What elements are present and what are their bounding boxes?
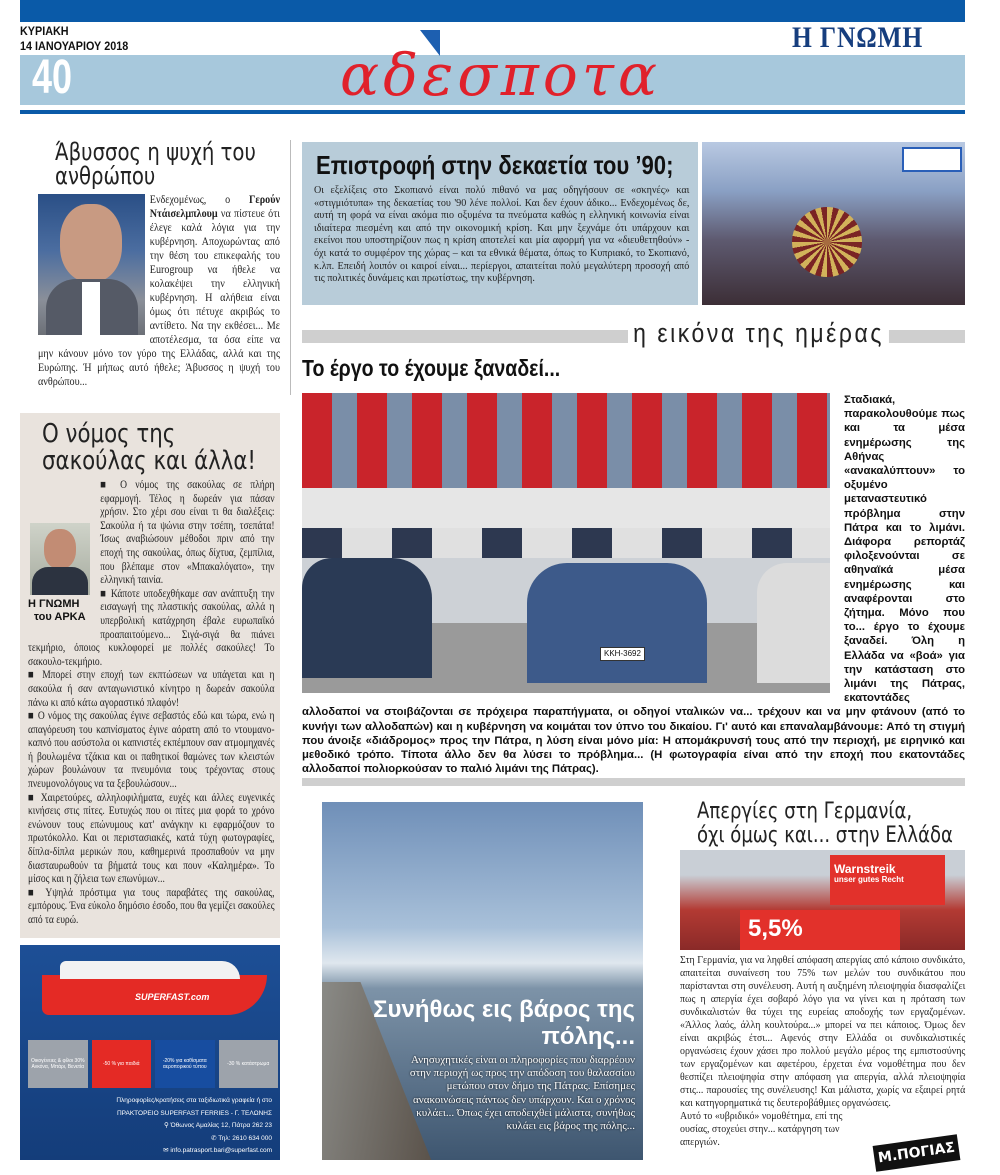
banner2: unser gutes Recht: [834, 875, 904, 884]
article3-box: [302, 142, 698, 305]
title-line2: όχι όμως και... στην Ελλάδα: [697, 823, 953, 848]
article2-body: [28, 479, 275, 928]
picture-of-day-title: Το έργο το έχουμε ξαναδεί...: [302, 355, 561, 381]
article1-name: Γερούν Ντάισελμπλουμ: [149, 194, 280, 220]
article4-title: Συνήθως εις βάρος της πόλης...: [373, 996, 635, 1050]
article5-text: [680, 954, 965, 1149]
article5-title: [697, 800, 959, 848]
ad-agency: ΠΡΑΚΤΟΡΕΙΟ SUPERFAST FERRIES - Γ. ΤΕΛΩΝΗΣ: [116, 1109, 272, 1117]
article2-title: Ο νόμος της σακούλας και άλλα!: [42, 419, 256, 476]
banner3: 5,5%: [740, 910, 900, 950]
waterfront-photo: [322, 802, 643, 1160]
license-plate: ΚΚΗ-3692: [600, 647, 645, 661]
day: ΚΥΡΙΑΚΗ: [20, 24, 69, 38]
article2-paragraph: ■ Ο νόμος της σακούλας έγινε σεβαστός εδώ και τώρα, ενώ η απαγόρευση του καπνίσματος έγινε αόρατη από το ντουμανο-καπνό που ασύστολα οι καπνιστές εκπέμπουν σαν ατμομηχανές ή βουλωμένα τζάκια και οι παθητικοί θαμώνες των κλειστών χώρων βουλώνουν τα πνευμόνια τους τρέχοντας στους πνευμονολόγους να τα ξεβουλώσουν...: [28, 710, 275, 791]
offers: [28, 1040, 278, 1088]
strike-banner: [830, 855, 945, 905]
section-divider: [302, 778, 965, 786]
author-signature: Μ.ΠΟΓΙΑΣ: [873, 1134, 961, 1172]
section-title: αδεσποτα: [340, 41, 662, 109]
article2-paragraph: ■ Μπορεί στην εποχή των εκπτώσεων να υπάγεται και η σακούλα ή σαν ανταγωνιστικό κίνητρο η δωρεάν σακούλα πάνω κι από κάτω αγοραστικό πλαφόν!: [28, 669, 275, 709]
ad-email[interactable]: info.patrasport.bari@superfast.com: [170, 1147, 272, 1154]
author-line1: Η ΓΝΩΜΗ: [28, 598, 80, 610]
rally-photo: [702, 142, 965, 305]
article1-title: Άβυσσος η ψυχή του ανθρώπου: [55, 138, 256, 190]
title-line1: Απεργίες στη Γερμανία,: [697, 799, 913, 824]
article2-paragraph: ■ Κάποτε υποδεχθήκαμε σαν ανάπτυξη την εισαγωγή της πλαστικής σακούλας, αλλά η υπερβολική κατάχρηση έβαλε ευρωπαϊκό προαπαιτούμενο... Σιγά-σιγά θα πιάνει τεκμήριο, όποιος κυκλοφορεί με πολλές σακούλες! Το σακουλο-τεκμήριο.: [28, 587, 275, 668]
author-line2: του ΑΡΚΑ: [34, 611, 86, 623]
location-icon: ⚲: [164, 1122, 171, 1129]
article3-body: Οι εξελίξεις στο Σκοπιανό είναι πολύ πιθανό να μας οδηγήσουν σε «σκηνές» και «στιγμιότυπα» της δεκαετίας του '90 λένε πολλοί. Και δεν έχουν άδικο... Ενδεχομένως δε, αυτή τη φορά να είναι ακόμα πιο οξυμένα τα πνεύματα καθώς η ελληνική κοινωνία είναι ιδιαίτερα πιεσμένη και από την οικονομική κρίση. Και μην ξεχνάμε ότι υπάρχουν και εκείνοι που υποστηρίζουν πως η κρίση αποτελεί και μία αφορμή για να «διευθετηθούν» - όχι κατά το συμφέρον της χώρας – και τα εθνικά θέματα, όπως το Κυπριακό, το Σκοπιανό, κ.λπ. Επειδή λοιπόν οι καιροί είναι... περίεργοι, απαιτείται πολύ μεγαλύτερη προσοχή από τις πολιτικές δυνάμεις και πρωτίστως, την κυβέρνηση.: [314, 184, 690, 285]
column-divider: [290, 140, 291, 395]
article5-body: Στη Γερμανία, για να ληφθεί απόφαση απεργίας από κάποιο συνδικάτο, απαιτείται συναίνεση του 75% των μελών του συνδικάτου που παρίστανται στη συνέλευση. Αυτή η αυξημένη πλειοψηφία διασφαλίζει πως η απεργία έχει σοβαρό λόγο για να γίνει και η πρόταση των συνδικαλιστών θα τύχει της ευρείας αποδοχής των εργαζομένων. «Άλλος λαός, άλλη κουλτούρα...» μπορεί να πει κάποιος. Όμως δεν είναι ακριβώς έτσι... Αφενός στην Ελλάδα οι συνδικαλιστικές οργανώσεις έχουν χάσει προ πολλού μεγάλο μέρος της εμπιστοσύνης των εργαζομένων και αφετέρου, έρχεται ένα νομοθέτημα που δεν θεσπίζει πλειοψηφία στην απόφαση για απεργία, αλλά πλειοψηφία στις... παρουσίες της συνέλευσης! Και μάλιστα, χωρίς να εξαιρεί ρητά και κατηγορηματικά τις δευτεροβάθμιες οργανώσεις.: [680, 954, 966, 1109]
ad-phone: Τηλ: 2610 634 000: [218, 1134, 272, 1142]
newspaper-logo: [792, 22, 923, 54]
superfast-ad[interactable]: [20, 945, 280, 1160]
article1-lead: Ενδεχομένως, ο: [149, 194, 249, 206]
issue-date: [20, 24, 128, 54]
logo-text: Η ΓΝΩΜΗ: [792, 21, 924, 54]
p5: Υψηλά πρόστιμα για τους παραβάτες της σακούλας, εμπόρους. Ένα εύκολο δημόσιο έσοδο, που θα γεμίζει σακούλες από τα ευρώ.: [28, 886, 275, 926]
port-photo: [302, 393, 830, 693]
p1: Κάποτε υποδεχθήκαμε σαν ανάπτυξη την εισαγωγή της πλαστικής σακούλας, αλλά η υπερβολική κατάχρηση έβαλε ευρωπαϊκό προαπαιτούμενο... Σιγά-σιγά θα πιάνει τεκμήριο, όποιος κυκλοφορεί με πολλές σακούλες! Το σακουλο-τεκμήριο.: [28, 587, 275, 668]
picture-of-day-text: [302, 393, 965, 776]
p0: Ο νόμος της σακούλας σε πλήρη εφαρμογή. Τέλος η δωρεάν για πάσαν χρήσιν. Στο χέρι σου είναι τι θα διαλέξεις: Σακούλα ή τα ψώνια στην τσέπη, τσεπάτα! Ίσως αναβιώσουν μέθοδοι πριν από την εποχή της σακούλας, όπως δίχτυα, ζεμπίλια, που βλέπαμε στον «Μπακαλόγατο», την ελληνική ταινία.: [100, 479, 275, 587]
ship-deck: [60, 961, 240, 979]
article2-box: [20, 413, 280, 938]
p2: Μπορεί στην εποχή των εκπτώσεων να υπάγεται και η σακούλα ή σαν ανταγωνιστικό κίνητρο η δωρεάν σακούλα πάνω κι από κάτω αγοραστικό πλαφόν!: [28, 669, 275, 709]
offer: Οικογένειες & φίλοι 30% Ανκόνα, Μπάρι, Βενετία: [28, 1040, 88, 1088]
offer: -50 % για παιδιά: [92, 1040, 152, 1088]
picture-of-day-side-text: Σταδιακά, παρακολουθούμε πως και τα μέσα ενημέρωσης της Αθήνας «ανακαλύπτουν» το οξυμένο μεταναστευτικό πρόβλημα στην Πάτρα και το λιμάνι. Διάφορα ρεπορτάζ φιλοξενούνται σε αθηναϊκά μέσα ενημέρωσης και αναφέρονται στο ζήτημα. Μόνο που το... έργο το έχουμε ξαναδεί. Όλη η Ελλάδα να «βοά» για την κατάσταση στο λιμάνι της Πάτρας, εκατοντάδες αλλοδαποί να στοιβάζονται σε πρόχειρα παραπήγματα, οι οδηγοί νταλικών να... τρέχουν και να: [302, 394, 965, 719]
ad-info: Πληροφορίες/κρατήσεις στα ταξιδιωτικά γραφεία ή στο: [116, 1097, 272, 1104]
article1-body-block: [38, 193, 280, 389]
offer: -30 % κατάστρωμα: [219, 1040, 279, 1088]
phone-icon: ✆: [211, 1134, 219, 1142]
mail-icon: ✉: [163, 1147, 171, 1154]
ad-contact: [116, 1095, 272, 1158]
picture-of-day-caption: μην φτάνουν (από το κυνήγι των αλλοδαπών) και η κυβέρνηση να κοιμάται τον ύπνο του δικαίου. Γι' αυτό και επαναλαμβάνουμε: Από τη στιγμή που άνοιξε «διάδρομος» προς την Πάτρα, η λύση είναι μόνο μία: Η απομάκρυνσή τους από την περιοχή, με ειρηνικό και μεθοδικό τρόπο. Τίποτα άλλο δεν θα λύσει το πρόβλημα... (Η φωτογραφία είναι από την εποχή που εκατοντάδες αλλοδαποί πολιορκούσαν το παλιό λιμάνι της Πάτρας).: [302, 706, 966, 776]
page-number: 40: [32, 51, 73, 104]
banner1: Warnstreik: [834, 862, 896, 876]
article1-body: να πίστευε ότι έλεγε καλά λόγια για την κυβέρνηση. Αποχωρώντας από την θέση του επικεφαλής του Eurogroup να ήθελε να κολακέψει την ελληνική κυβέρνηση. Η αλήθεια είναι όμως ότι πέτυχε ακριβώς το αντίθετο. Να την εκθέσει... Με αποτέλεσμα, τα όσα είπε να μην κάνουν μόνο τον γύρο της Ελλάδας, αλλά και της Ευρώπης. Ή μήπως αυτό ήθελε; Άβυσσος η ψυχή του ανθρώπου...: [38, 208, 280, 388]
p4: Χαιρετούρες, αλληλοφιλήματα, ευχές και άλλες ευγενικές κινήσεις στις πίτες. Ευτυχώς που οι πίτες μια φορά το χρόνο ενώνουν τους επώνυμους κατ' ανάγκην κι εφαρμόζουν το πρωτόκολλο. Και οι περιστασιακές, κατά τύχη φωτογραφίες, δίπλα-δίπλα μερικών που, καθημερινά προσπαθούν να μην διασταυρωθούν τα βήματά τους και πουν «Καλημέρα». Το μίσος και η ζήλεια των επωνύμων...: [28, 791, 275, 886]
top-color-bar: [20, 0, 965, 22]
p3: Ο νόμος της σακούλας έγινε σεβαστός εδώ και τώρα, ενώ η απαγόρευση του καπνίσματος έγινε αόρατη από το ντουμανο-καπνό που ασύστολα οι καπνιστές εκπέμπουν σαν ατμομηχανές ή βουλωμένα τζάκια και οι παθητικοί θαμώνες των κλειστών χώρων βουλώνουν τα πνευμόνια τους τρέχοντας στους πνευμονολόγους να τα ξεβουλώσουν...: [28, 710, 275, 791]
ad-address: Όθωνος Αμαλίας 12, Πάτρα 262 23: [170, 1122, 272, 1129]
strike-photo: [680, 850, 965, 950]
ship-name: SUPERFAST.com: [135, 992, 210, 1002]
article4-body: Ανησυχητικές είναι οι πληροφορίες που διαρρέουν στην περιοχή ως προς την απόδοση του θαλασσίου μετώπου στον δήμο της Πάτρας. Επίσημες ανακοινώσεις πάντως δεν υπάρχουν. Και ο χρόνος κυλάει... Όπως έχει αποδειχθεί μάλιστα, συνήθως κυλάει εις βάρος της πόλης...: [409, 1054, 635, 1133]
article2-paragraph: ■ Υψηλά πρόστιμα για τους παραβάτες της σακούλας, εμπόρους. Ένα εύκολο δημόσιο έσοδο, που θα γεμίζει σακούλες από τα ευρώ.: [28, 886, 275, 926]
date: 14 ΙΑΝΟΥΑΡΙΟΥ 2018: [20, 39, 129, 53]
picture-of-day-label: η εικόνα της ημέρας: [628, 318, 889, 348]
article2-paragraph: ■ Ο νόμος της σακούλας σε πλήρη εφαρμογή. Τέλος η δωρεάν για πάσαν χρήσιν. Στο χέρι σου είναι τι θα διαλέξεις: Σακούλα ή τα ψώνια στην τσέπη, τσεπάτα! Ίσως αναβιώσουν μέθοδοι πριν από την εποχή της σακούλας, όπως δίχτυα, ζεμπίλια, που βλέπαμε στον «Μπακαλόγατο», την ελληνική ταινία.: [100, 479, 275, 587]
header-divider: [20, 110, 965, 114]
article2-paragraph: ■ Χαιρετούρες, αλληλοφιλήματα, ευχές και άλλες ευγενικές κινήσεις στις πίτες. Ευτυχώς που οι πίτες μια φορά το χρόνο ενώνουν τους επώνυμους κατ' ανάγκην κι εφαρμόζουν το πρωτόκολλο. Και οι περιστασιακές, κατά τύχη φωτογραφίες, δίπλα-δίπλα μερικών που, καθημερινά προσπαθούν να μην διασταυρωθούν τα βήματά τους και πουν «Καλημέρα». Το μίσος και η ζήλεια των επωνύμων...: [28, 791, 275, 886]
article5-ending: Αυτό το «υβριδικό» νομοθέτημα, επί της ουσίας, στοχεύει στην... κατάργηση των απεργιών.: [680, 1110, 843, 1148]
offer: -20% για καθίσματα αεροπορικού τύπου: [155, 1040, 215, 1088]
article3-title: Επιστροφή στην δεκαετία του ’90;: [316, 150, 674, 180]
